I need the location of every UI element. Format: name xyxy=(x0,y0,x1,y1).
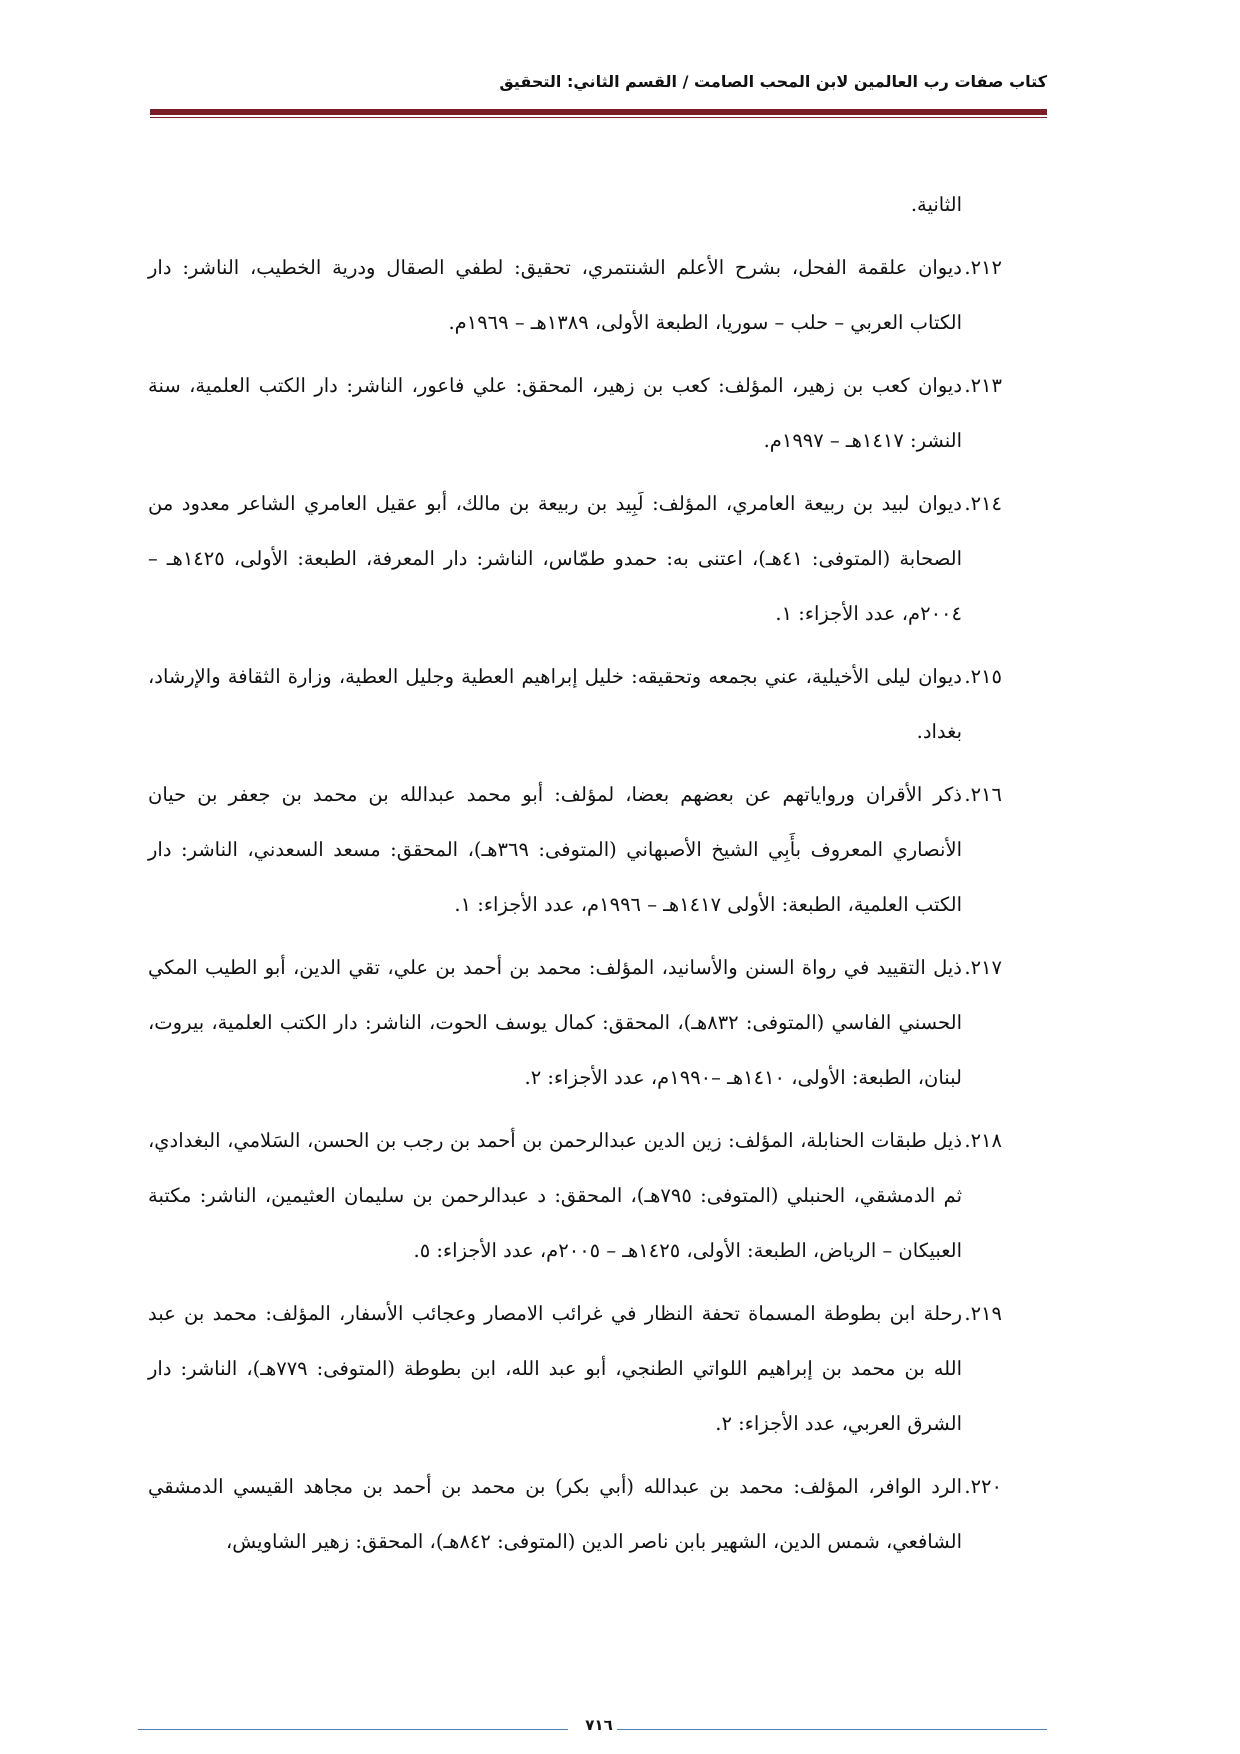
entry-number: ٢١٦. xyxy=(964,782,1002,806)
bibliography-entry xyxy=(148,477,1002,642)
bibliography-list xyxy=(148,178,1002,1578)
footer-rule-left xyxy=(138,1729,568,1730)
entry-number: ٢١٢. xyxy=(964,255,1002,279)
running-header: كتاب صفات رب العالمين لابن المحب الصامت / القسم الثاني: التحقيق xyxy=(499,72,1047,91)
bibliography-entry xyxy=(148,1460,1002,1570)
entry-text: الرد الوافر، المؤلف: محمد بن عبدالله (أبي بكر) بن محمد بن أحمد بن مجاهد القيسي الدمشقي الشافعي، شمس الدين، الشهير بابن ناصر الدين (المتوفى: ٨٤٢هـ)، المحقق: زهير الشاويش، xyxy=(148,1474,962,1553)
bibliography-entry xyxy=(148,1114,1002,1279)
page-number: ٧١٦ xyxy=(585,1716,613,1734)
entry-text: ديوان كعب بن زهير، المؤلف: كعب بن زهير، المحقق: علي فاعور، الناشر: دار الكتب العلمية، سنة النشر: ١٤١٧هـ – ١٩٩٧م. xyxy=(148,373,962,452)
entry-text: ديوان لبيد بن ربيعة العامري، المؤلف: لَبِيد بن ربيعة بن مالك، أبو عقيل العامري الشاعر معدود من الصحابة (المتوفى: ٤١هـ)، اعتنى به: حمدو طمّاس، الناشر: دار المعرفة، الطبعة: الأولى، ١٤٢٥هـ – ٢٠٠٤م، عدد الأجزاء: ١. xyxy=(148,491,963,625)
entry-text: ذيل التقييد في رواة السنن والأسانيد، المؤلف: محمد بن أحمد بن علي، تقي الدين، أبو الطيب المكي الحسني الفاسي (المتوفى: ٨٣٢هـ)، المحقق: كمال يوسف الحوت، الناشر: دار الكتب العلمية، بيروت، لبنان، الطبعة: الأولى، ١٤١٠هـ –١٩٩٠م، عدد الأجزاء: ٢. xyxy=(148,955,962,1089)
bibliography-entry xyxy=(148,941,1002,1106)
entry-text: ديوان علقمة الفحل، بشرح الأعلم الشنتمري، تحقيق: لطفي الصقال ودرية الخطيب، الناشر: دار الكتاب العربي – حلب – سوريا، الطبعة الأولى، ١٣٨٩هـ – ١٩٦٩م. xyxy=(148,255,962,334)
footer-rule-right xyxy=(617,1729,1047,1730)
header-rule-thin xyxy=(150,117,1047,118)
entry-number: ٢١٧. xyxy=(964,955,1002,979)
continuation-text: الثانية. xyxy=(910,193,962,216)
bibliography-entry xyxy=(148,650,1002,760)
entry-text: ذيل طبقات الحنابلة، المؤلف: زين الدين عبدالرحمن بن أحمد بن رجب بن الحسن، السَلامي، البغدادي، ثم الدمشقي، الحنبلي (المتوفى: ٧٩٥هـ)، المحقق: د عبدالرحمن بن سليمان العثيمين، الناشر: مكتبة العبيكان – الرياض، الطبعة: الأولى، ١٤٢٥هـ – ٢٠٠٥م، عدد الأجزاء: ٥. xyxy=(148,1128,962,1262)
entry-text: رحلة ابن بطوطة المسماة تحفة النظار في غرائب الامصار وعجائب الأسفار، المؤلف: محمد بن عبد الله بن محمد بن إبراهيم اللواتي الطنجي، أبو عبد الله، ابن بطوطة (المتوفى: ٧٧٩هـ)، الناشر: دار الشرق العربي، عدد الأجزاء: ٢. xyxy=(148,1301,963,1435)
entry-number: ٢١٨. xyxy=(964,1128,1002,1152)
bibliography-entry xyxy=(148,359,1002,469)
header-rule-thick xyxy=(150,109,1047,115)
entry-number: ٢١٥. xyxy=(964,664,1002,688)
entry-text: ديوان ليلى الأخيلية، عني بجمعه وتحقيقه: خليل إبراهيم العطية وجليل العطية، وزارة الثقافة والإرشاد، بغداد. xyxy=(148,664,962,743)
entry-number: ٢١٩. xyxy=(964,1301,1002,1325)
bibliography-entry xyxy=(148,1287,1002,1452)
entry-text: ذكر الأقران ورواياتهم عن بعضهم بعضا، لمؤلف: أبو محمد عبدالله بن محمد بن جعفر بن حيان الأنصاري المعروف بأَبِي الشيخ الأصبهاني (المتوفى: ٣٦٩هـ)، المحقق: مسعد السعدني، الناشر: دار الكتب العلمية، الطبعة: الأولى ١٤١٧هـ – ١٩٩٦م، عدد الأجزاء: ١. xyxy=(148,782,962,916)
entry-number: ٢١٤. xyxy=(964,491,1002,515)
bibliography-entry xyxy=(148,241,1002,351)
entry-number: ٢١٣. xyxy=(964,373,1002,397)
entry-number: ٢٢٠. xyxy=(964,1474,1002,1498)
bibliography-entry xyxy=(148,768,1002,933)
